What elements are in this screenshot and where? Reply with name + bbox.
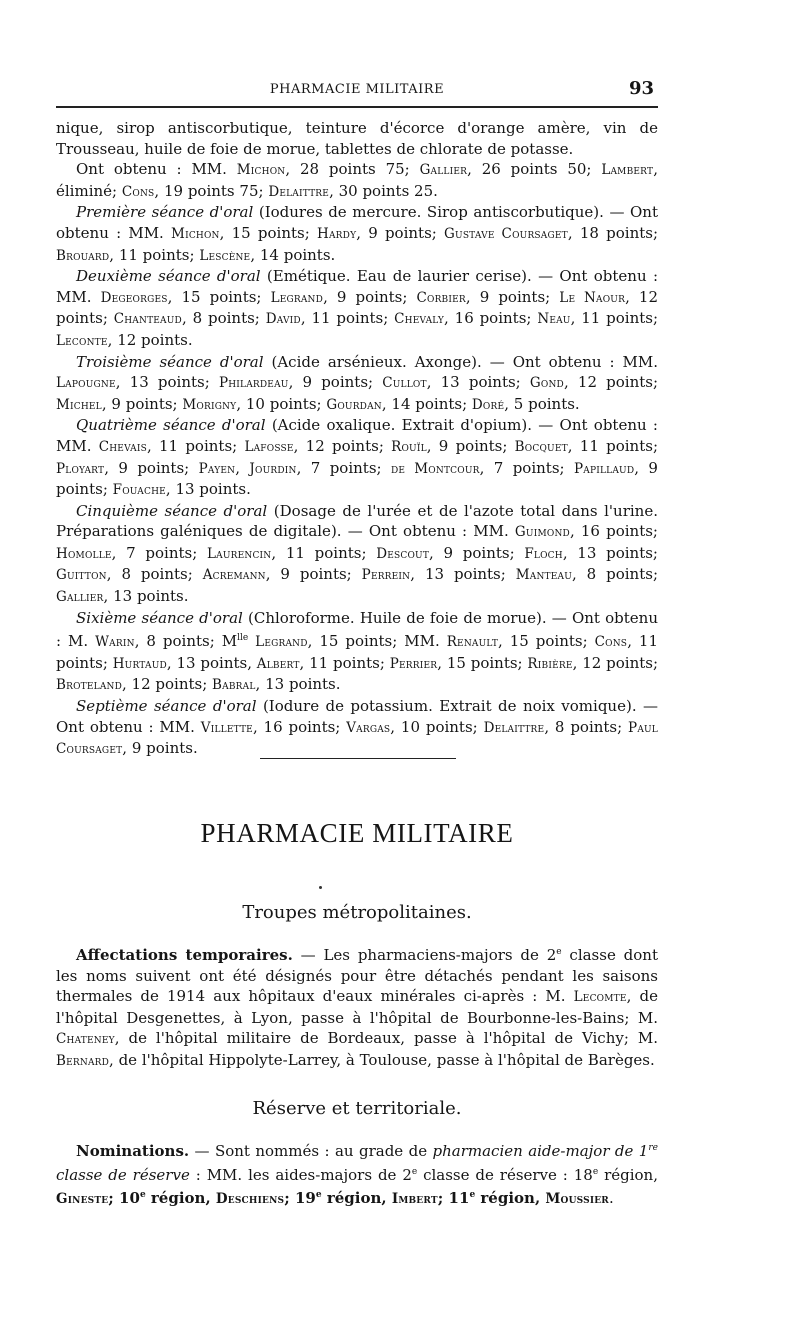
text: , 11 points; — [570, 309, 659, 328]
officer-name: Bernard — [56, 1052, 110, 1069]
text: , 5 points. — [504, 394, 580, 413]
officer-name: Chateney — [56, 1031, 115, 1048]
text: , 11 points; — [109, 245, 200, 264]
candidate-name: Chevais — [98, 438, 147, 455]
candidate-name: Chanteaud — [113, 311, 182, 328]
text: région, — [145, 1189, 216, 1208]
candidate-name: David — [265, 311, 301, 328]
candidate-name: Cullot — [382, 375, 427, 392]
superscript: e — [556, 947, 562, 957]
text: , 13 points. — [103, 587, 189, 606]
text: , 9 points; — [426, 436, 515, 455]
candidate-name: Renault — [446, 634, 499, 651]
text: , 7 points; — [479, 458, 574, 477]
session-label: Sixième séance d'oral — [76, 608, 243, 627]
candidate-name: Homolle — [56, 545, 112, 562]
header-rule — [56, 106, 658, 108]
text: nique, sirop antiscorbutique, teinture d'écorce d'orange amère, vin de Trousseau, huile de foie de morue, tablettes de chlorate de potasse. — [56, 119, 658, 158]
candidate-name: Acremann — [202, 567, 266, 584]
candidate-name: Gond — [529, 375, 564, 392]
text: , de l'hôpital Hippolyte-Larrey, à Toulouse, passe à l'hôpital de Barèges. — [109, 1050, 655, 1069]
candidate-name: Lapougne — [56, 375, 116, 392]
candidate-name: Cons — [594, 634, 628, 651]
text: , 10 points; — [236, 394, 327, 413]
text: , 9 points; — [104, 458, 199, 477]
superscript: e — [139, 1190, 146, 1201]
candidate-name: Papillaud — [573, 460, 635, 477]
text: , 13 points; — [115, 373, 219, 392]
candidate-name: Gustave Coursaget — [444, 225, 568, 242]
subheading-metropolitan-troops: Troupes métropolitaines. — [242, 902, 472, 923]
text: , 9 points; — [429, 543, 525, 562]
text: (Acide oxalique. Extrait d'opium). — Ont obtenu : MM. — [56, 416, 658, 455]
text: , 11 points; — [147, 436, 245, 455]
text: , 14 points. — [250, 245, 336, 264]
candidate-name: Laurencin — [206, 545, 272, 562]
text: , 12 points; — [122, 675, 213, 694]
candidate-name: Morigny — [182, 396, 237, 413]
superscript: e — [411, 1166, 418, 1177]
candidate-name: Michon — [171, 225, 220, 242]
text: région, — [475, 1189, 546, 1208]
text: région, — [321, 1189, 392, 1208]
text: , 13 points, — [166, 653, 257, 672]
text: , de l'hôpital militaire de Bordeaux, passe à l'hôpital de Vichy; M. — [114, 1029, 658, 1048]
candidate-name: Warin — [95, 634, 135, 651]
session-label: Première séance d'oral — [76, 203, 254, 222]
candidate-name: Gallier — [419, 162, 468, 179]
candidate-name: Doré — [471, 396, 505, 413]
text: (Iodures de mercure. Sirop antiscorbutique). — Ont obtenu : MM. — [56, 203, 658, 242]
nominations-block — [56, 1138, 658, 1210]
text: , — [235, 458, 250, 477]
text: , 30 points 25. — [329, 181, 438, 200]
text: , 13 points; — [426, 373, 530, 392]
section-title: PHARMACIE MILITAIRE — [200, 818, 514, 848]
paragraph-continuation — [56, 118, 658, 159]
text: , 16 points; — [569, 522, 658, 541]
text: , 11 points; — [299, 653, 390, 672]
text: : MM. les aides-majors de 2 — [189, 1165, 412, 1184]
candidate-name: Perrein — [361, 567, 411, 584]
candidate-name: Philardeau — [218, 375, 289, 392]
text: , 26 points 50; — [467, 160, 602, 179]
paragraph-oral-5 — [56, 501, 658, 608]
text: , 19 points 75; — [154, 181, 269, 200]
text: , éliminé; — [56, 160, 658, 200]
candidate-name: Paul Coursaget — [56, 719, 658, 758]
candidate-name: Legrand — [270, 289, 324, 306]
text: , 9 points; — [356, 223, 445, 242]
text: , 9 points; — [288, 373, 383, 392]
paragraph-oral-3 — [56, 352, 658, 416]
section-divider — [260, 758, 456, 759]
candidate-name: Le Naour — [559, 289, 626, 306]
running-title: PHARMACIE MILITAIRE — [269, 82, 445, 97]
candidate-name: Broteland — [56, 677, 123, 694]
text: (Iodure de potassium. Extrait de noix vomique). — Ont obtenu : MM. — [56, 697, 659, 736]
rank-title: pharmacien aide-major de 1 — [432, 1142, 649, 1160]
rank-title: classe de réserve — [56, 1165, 190, 1184]
candidate-name: Chevaly — [394, 311, 445, 328]
officer-name: Moussier — [545, 1191, 609, 1208]
text: (Chloroforme. Huile de foie de morue). — Ont obtenu : M. — [56, 608, 658, 651]
paragraph-affectations — [56, 942, 658, 1072]
candidate-name: Lambert — [601, 162, 654, 179]
text: — Sont nommés : au grade de — [189, 1142, 433, 1160]
text: ; 10 — [108, 1189, 140, 1208]
candidate-name: Hurtaud — [112, 655, 167, 672]
text: , 12 points; — [572, 653, 659, 672]
candidate-name: Vargas — [346, 719, 391, 736]
text: , 7 points; — [296, 458, 391, 477]
candidate-name: Cons — [121, 183, 155, 200]
paragraph-nominations — [56, 1138, 658, 1210]
text: , 11 points; — [271, 543, 377, 562]
candidate-name: Babral — [212, 677, 256, 694]
lead-heading: Nominations. — [76, 1142, 190, 1160]
text: Ont obtenu : MM. — [76, 160, 237, 179]
text: , 11 points; — [300, 309, 395, 328]
text: (Dosage de l'urée et de l'azote total dans l'urine. Préparations galéniques de digitale). — Ont obtenu : MM. — [56, 501, 658, 541]
text: ; 11 — [437, 1189, 470, 1208]
candidate-name: Gourdan — [326, 396, 382, 413]
text: , 15 points; — [219, 223, 317, 242]
text: , 8 points; — [106, 565, 203, 584]
candidate-name: Fouache — [112, 482, 166, 499]
candidate-name: Ployart — [56, 460, 105, 477]
candidate-name: Brouard — [56, 247, 110, 264]
text: , 13 points; — [562, 543, 658, 562]
text: , 12 points. — [107, 330, 193, 349]
text: , 16 points; — [252, 717, 347, 736]
text: , 8 points; — [544, 717, 629, 736]
candidate-name: Bocquet — [514, 438, 568, 455]
text: (Emétique. Eau de laurier cerise). — Ont obtenu : MM. — [56, 267, 658, 306]
paragraph-oral-2 — [56, 266, 658, 351]
text: , 9 points. — [122, 739, 198, 758]
text: classe dont les noms suivent ont été désignés pour être détachés pendant les saisons thermales de 1914 aux hôpitaux d'eaux minérales ci-après : M. — [56, 946, 658, 1006]
candidate-name: de Montcour — [390, 460, 480, 477]
candidate-name: Manteau — [515, 567, 572, 584]
candidate-name: Perrier — [389, 655, 438, 672]
session-label: Troisième séance d'oral — [76, 352, 264, 371]
text: , 8 points; — [181, 309, 266, 328]
text: , 13 points. — [255, 675, 341, 694]
candidate-name: Michel — [56, 396, 102, 413]
ornament-dot — [319, 886, 322, 889]
candidate-name: Rouïl — [391, 438, 427, 455]
officer-name: Deschiens — [215, 1191, 285, 1208]
affectations-block — [56, 942, 658, 1072]
candidate-name: Albert — [256, 655, 300, 672]
text: , 15 points; MM. — [307, 632, 447, 651]
candidate-name: Descout — [376, 545, 430, 562]
text: . — [608, 1189, 614, 1208]
superscript: e — [592, 1166, 599, 1177]
paragraph-oral-4 — [56, 415, 658, 500]
text: classe de réserve : 18 — [417, 1165, 593, 1184]
text: , 15 points; — [498, 632, 595, 651]
candidate-name: Ribière — [527, 655, 573, 672]
text: , 8 points; — [572, 565, 659, 584]
candidate-name: Gallier — [56, 589, 104, 606]
text: , 15 points; — [167, 287, 271, 306]
text: , 13 points; — [410, 565, 516, 584]
text: , 7 points; — [111, 543, 207, 562]
running-header — [56, 78, 658, 102]
text: , 9 points; — [323, 287, 417, 306]
session-label: Cinquième séance d'oral — [76, 501, 268, 520]
superscript: re — [648, 1143, 658, 1153]
text: , 16 points; — [444, 309, 538, 328]
text: , 12 points; — [563, 373, 659, 392]
session-label: Quatrième séance d'oral — [76, 416, 266, 435]
text: , 15 points; — [437, 653, 528, 672]
candidate-name: Degeorges — [100, 289, 168, 306]
candidate-name: Jourdin — [249, 460, 297, 477]
officer-name: Imbert — [391, 1191, 438, 1208]
text: — Les pharmaciens-majors de 2 — [292, 946, 557, 964]
candidate-name: Michon — [236, 162, 286, 179]
text: ; 19 — [284, 1189, 316, 1208]
candidate-name: Guitton — [56, 567, 107, 584]
text: , 11 points; — [56, 632, 658, 672]
lead-heading: Affectations temporaires. — [76, 946, 293, 964]
candidate-name: Delaittre — [483, 719, 545, 736]
session-label: Septième séance d'oral — [76, 697, 257, 716]
text: , 11 points; — [567, 436, 658, 455]
text: , 9 points; — [56, 458, 658, 499]
exam-results — [56, 118, 658, 760]
text: région, — [598, 1165, 658, 1184]
page-number: 93 — [628, 78, 654, 99]
text: , 12 points; — [56, 287, 658, 328]
text: , 14 points; — [381, 394, 472, 413]
text: , 8 points; M — [134, 632, 238, 651]
text: , 9 points; — [265, 565, 362, 584]
candidate-name: Neau — [537, 311, 571, 328]
text: , 28 points 75; — [285, 160, 420, 179]
text: (Acide arsénieux. Axonge). — Ont obtenu : MM. — [263, 352, 658, 371]
candidate-name: Hardy — [317, 225, 357, 242]
paragraph-oral-6 — [56, 608, 658, 696]
text: , 9 points; — [101, 394, 183, 413]
officer-name: Lecomte — [573, 989, 627, 1006]
session-label: Deuxième séance d'oral — [76, 267, 261, 286]
officer-name: Gineste — [56, 1191, 109, 1208]
text: , 13 points. — [165, 480, 251, 499]
text: , 18 points; — [567, 223, 659, 242]
text: , 12 points; — [293, 436, 392, 455]
superscript: lle — [237, 633, 249, 644]
text: , 10 points; — [390, 717, 484, 736]
subheading-reserve: Réserve et territoriale. — [252, 1098, 462, 1119]
superscript: e — [315, 1190, 322, 1201]
candidate-name: Lescène — [199, 247, 251, 264]
candidate-name: Floch — [524, 545, 563, 562]
candidate-name: Guimond — [514, 524, 570, 541]
candidate-name: Leconte — [56, 332, 108, 349]
candidate-name: Corbier — [416, 289, 466, 306]
candidate-name: Villette — [200, 719, 253, 736]
text: , de l'hôpital Desgenettes, à Lyon, passe à l'hôpital de Bourbonne-les-Bains; M. — [56, 987, 658, 1027]
paragraph-written-results — [56, 159, 658, 202]
candidate-name: Legrand — [255, 634, 308, 651]
text: , 9 points; — [465, 287, 560, 306]
candidate-name: Delaittre — [268, 183, 330, 200]
candidate-name: Lafosse — [244, 438, 294, 455]
candidate-name: Payen — [198, 460, 236, 477]
superscript: e — [469, 1190, 476, 1201]
paragraph-oral-7 — [56, 696, 658, 760]
paragraph-oral-1 — [56, 202, 658, 266]
